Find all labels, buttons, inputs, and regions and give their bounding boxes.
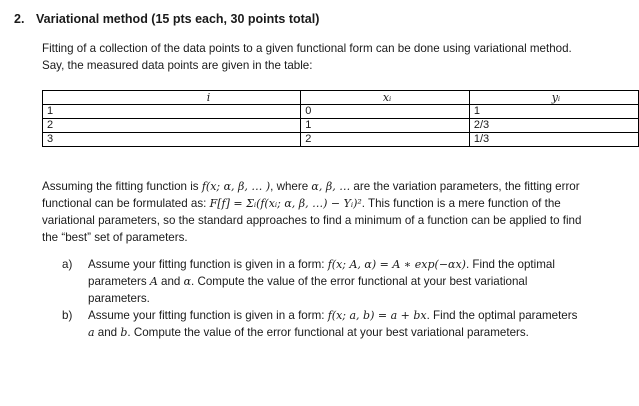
list-item — [62, 307, 582, 341]
item-text: Assume your fitting function is given in a form: — [88, 258, 328, 271]
cell-y: 2/3 — [469, 119, 638, 133]
table-row — [43, 133, 639, 147]
item-math-param: A — [149, 275, 158, 288]
item-text: . Find the optimal parameters — [88, 258, 555, 288]
table-header-row — [43, 91, 639, 105]
header-i: i — [43, 91, 301, 105]
list-item — [62, 256, 582, 307]
item-text: . Compute the value of the error functional at your best variational parameters. — [88, 275, 528, 305]
intro-text — [42, 40, 612, 74]
item-text: Assume your fitting function is given in a form: — [88, 309, 328, 322]
data-table — [42, 90, 639, 147]
table-row — [43, 105, 639, 119]
para-text-4: . This function is a mere function of the variational parameters, so the standard approaches to find a minimum of a function can be applied to find the “best” set of parameters. — [42, 197, 582, 244]
subquestion-list — [62, 256, 582, 341]
para-math-error-functional: F[f] = Σᵢ(f(xᵢ; α, β, …) − Yᵢ)² — [209, 197, 362, 210]
item-math-param: a — [88, 326, 95, 339]
cell-x: 2 — [301, 133, 470, 147]
item-label: a) — [62, 258, 73, 271]
item-text: . Find the optimal parameters — [426, 309, 578, 322]
item-text: and — [157, 275, 184, 288]
cell-i: 3 — [43, 133, 301, 147]
item-label: b) — [62, 309, 73, 322]
cell-i: 2 — [43, 119, 301, 133]
problem-heading — [14, 12, 319, 26]
cell-x: 1 — [301, 119, 470, 133]
item-text: and — [94, 326, 121, 339]
problem-title: Variational method (15 pts each, 30 points total) — [36, 12, 320, 26]
table-row — [43, 119, 639, 133]
header-y: yᵢ — [469, 91, 638, 105]
para-text-2: , where — [270, 180, 312, 193]
cell-y: 1 — [469, 105, 638, 119]
para-text-1: Assuming the fitting function is — [42, 180, 202, 193]
header-x: xᵢ — [301, 91, 470, 105]
intro-line-2: Say, the measured data points are given in the table: — [42, 59, 313, 72]
item-math-param: b — [120, 326, 128, 339]
para-math-parameters: α, β, … — [311, 180, 351, 193]
problem-number: 2. — [14, 12, 25, 26]
item-math-function: f(x; A, α) = A ∗ exp(−αx) — [327, 258, 466, 271]
cell-i: 1 — [43, 105, 301, 119]
cell-y: 1/3 — [469, 133, 638, 147]
para-math-fitting-function: f(x; α, β, … ) — [201, 180, 271, 193]
item-text: . Compute the value of the error functional at your best variational parameters. — [127, 326, 529, 339]
para-text-3: are the variation parameters, the fitting error functional can be formulated as: — [42, 180, 580, 210]
fitting-paragraph — [42, 178, 598, 246]
intro-line-1: Fitting of a collection of the data points to a given functional form can be done using variational method. — [42, 42, 572, 55]
item-math-param: α — [183, 275, 192, 288]
cell-x: 0 — [301, 105, 470, 119]
item-math-function: f(x; a, b) = a + bx — [327, 309, 427, 322]
